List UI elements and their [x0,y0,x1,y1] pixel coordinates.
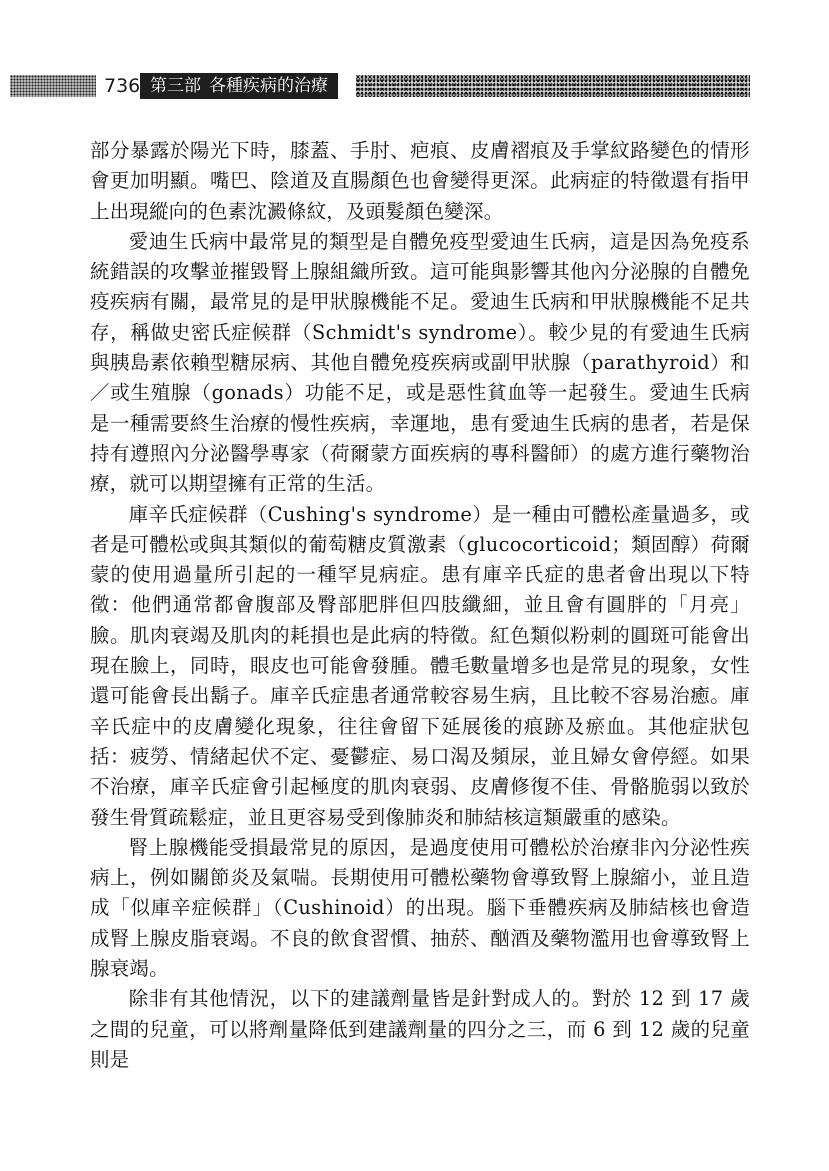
body-text [90,136,750,1075]
paragraph-addisons-disease: 愛迪生氏病中最常見的類型是自體免疫型愛迪生氏病，這是因為免疫系統錯誤的攻擊並摧毀腎上腺組織所致。這可能與影響其他內分泌腺的自體免疫疾病有關，最常見的是甲狀腺機能不足。愛迪生氏病和甲狀腺機能不足共存，稱做史密氏症候群（Schmidt's syndrome）。較少見的有愛迪生氏病與胰島素依賴型糖尿病、其他自體免疫疾病或副甲狀腺（parathyroid）和／或生殖腺（gonads）功能不足，或是惡性貧血等一起發生。愛迪生氏病是一種需要終生治療的慢性疾病，幸運地，患有愛迪生氏病的患者，若是保持有遵照內分泌醫學專家（荷爾蒙方面疾病的專科醫師）的處方進行藥物治療，就可以期望擁有正常的生活。 [90,229,750,496]
paragraph-cushings-syndrome: 庫辛氏症候群（Cushing's syndrome）是一種由可體松產量過多，或者是可體松或與其類似的葡萄糖皮質激素（glucocorticoid；類固醇）荷爾蒙的使用過量所引起的一種罕見病症。患有庫辛氏症的患者會出現以下特徵：他們通常都會腹部及臀部肥胖但四肢纖細，並且會有圓胖的「月亮」臉。肌肉衰竭及肌肉的耗損也是此病的特徵。紅色類似粉刺的圓斑可能會出現在臉上，同時，眼皮也可能會發腫。體毛數量增多也是常見的現象，女性還可能會長出鬍子。庫辛氏症患者通常較容易生病，且比較不容易治癒。庫辛氏症中的皮膚變化現象，往往會留下延展後的痕跡及瘀血。其他症狀包括：疲勞、情緒起伏不定、憂鬱症、易口渴及頻尿，並且婦女會停經。如果不治療，庫辛氏症會引起極度的肌肉衰弱、皮膚修復不佳、骨骼脆弱以致於發生骨質疏鬆症，並且更容易受到像肺炎和肺結核這類嚴重的感染。 [90,502,750,829]
header-pattern-right [356,75,750,97]
section-title [140,73,338,99]
header-pattern-left [10,75,96,97]
chapter-title: 各種疾病的治療 [209,76,328,96]
paragraph-continuation: 部分暴露於陽光下時，膝蓋、手肘、疤痕、皮膚褶痕及手掌紋路變色的情形會更加明顯。嘴巴、陰道及直腸顏色也會變得更深。此病症的特徵還有指甲上出現縱向的色素沈澱條紋，及頭髮顏色變深。 [90,139,750,223]
paragraph-dosage-note: 除非有其他情況，以下的建議劑量皆是針對成人的。對於 12 到 17 歲之間的兒童，可以將劑量降低到建議劑量的四分之三，而 6 到 12 歲的兒童則是 [90,987,750,1071]
page-number: 736 [104,75,141,97]
part-label: 第三部 [150,76,201,96]
paragraph-adrenal-causes: 腎上腺機能受損最常見的原因，是過度使用可體松於治療非內分泌性疾病上，例如關節炎及氣喘。長期使用可體松藥物會導致腎上腺縮小，並且造成「似庫辛症候群」（Cushinoid）的出現。腦下垂體疾病及肺結核也會造成腎上腺皮脂衰竭。不良的飲食習慣、抽菸、酗酒及藥物濫用也會導致腎上腺衰竭。 [90,835,750,981]
running-header [8,70,820,106]
